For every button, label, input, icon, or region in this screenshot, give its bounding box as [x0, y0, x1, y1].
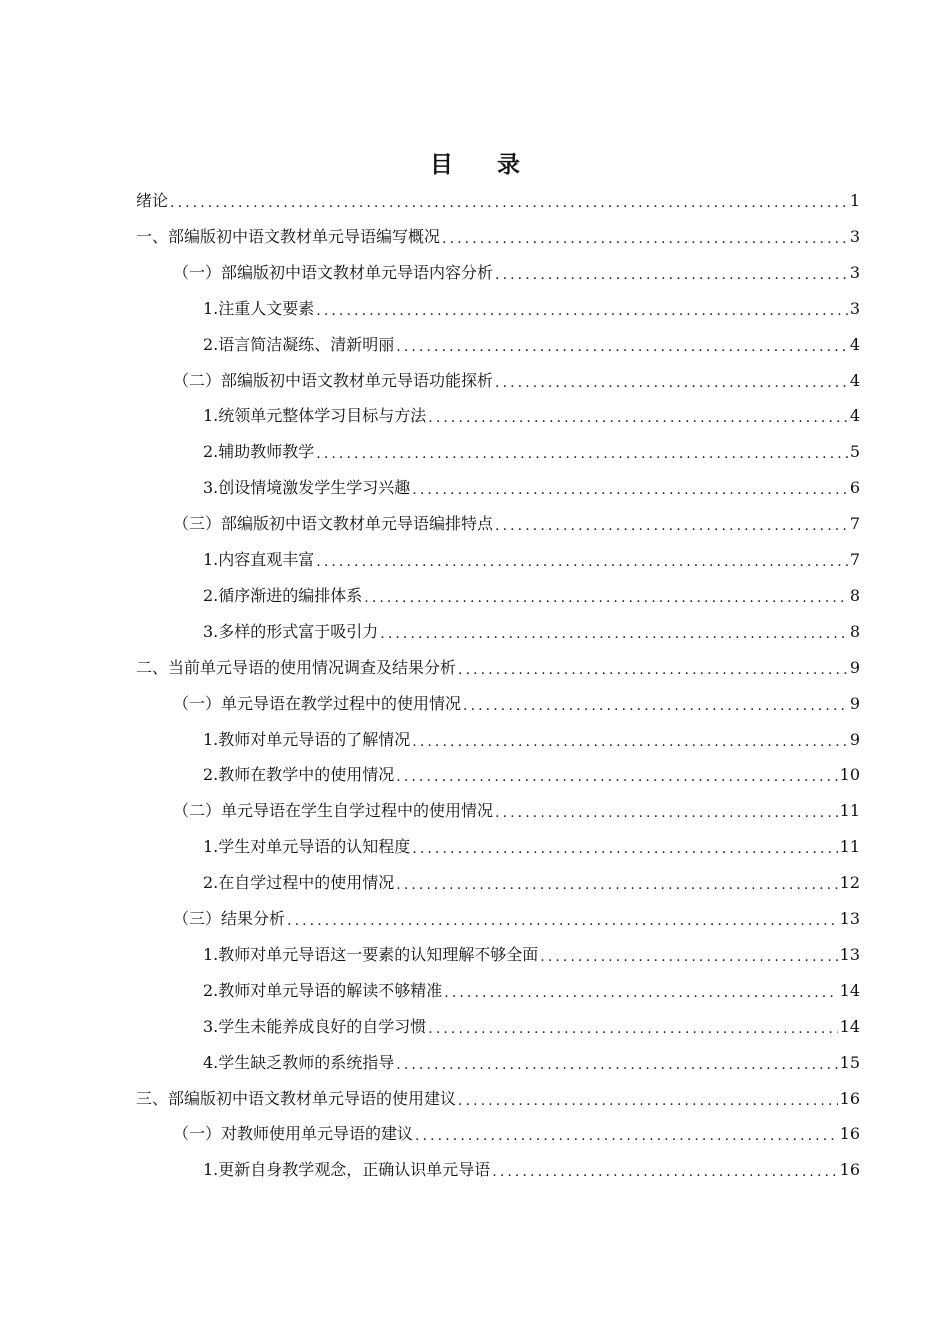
toc-entry — [203, 614, 860, 650]
toc-entry — [173, 1116, 860, 1152]
toc-entry — [203, 722, 860, 758]
toc-dot-leader — [316, 444, 848, 464]
toc-dot-leader — [415, 1126, 838, 1146]
toc-dot-leader — [396, 767, 837, 787]
toc-entry — [203, 865, 860, 901]
toc-entry — [203, 434, 860, 470]
toc-dot-leader — [428, 1019, 837, 1039]
toc-entry-text: 2.循序渐进的编排体系 — [203, 585, 363, 605]
toc-page-number: 9 — [849, 657, 860, 677]
toc-entry-text: 2.教师在教学中的使用情况 — [203, 765, 395, 785]
toc-entry-text: 1.教师对单元导语的了解情况 — [203, 729, 411, 749]
toc-entry-text: （二）部编版初中语文教材单元导语功能探析 — [173, 370, 494, 390]
toc-entry — [136, 650, 860, 686]
toc-entry-text: （三）部编版初中语文教材单元导语编排特点 — [173, 514, 494, 534]
toc-entry — [173, 255, 860, 291]
toc-page-number: 4 — [849, 334, 860, 354]
toc-dot-leader — [412, 732, 848, 752]
toc-page-number: 4 — [849, 370, 860, 390]
toc-dot-leader — [444, 983, 837, 1003]
toc-entry — [203, 542, 860, 578]
toc-page-number: 10 — [839, 765, 860, 785]
toc-entry-text: 2.语言简洁凝练、清新明丽 — [203, 334, 395, 354]
toc-dot-leader — [412, 839, 837, 859]
toc-entry-text: 1.内容直观丰富 — [203, 550, 315, 569]
toc-entry-text: 1.更新自身教学观念，正确认识单元导语 — [203, 1160, 491, 1180]
toc-entry — [136, 219, 860, 255]
toc-entry-text: 3.多样的形式富于吸引力 — [203, 621, 379, 641]
toc-page-number: 12 — [839, 873, 860, 893]
toc-dot-leader — [495, 516, 848, 536]
toc-dot-leader — [458, 1091, 838, 1111]
toc-entry-text: （一）对教师使用单元导语的建议 — [173, 1124, 414, 1144]
toc-entry-text: 3.学生未能养成良好的自学习惯 — [203, 1016, 427, 1036]
toc-entry-text: 2.教师对单元导语的解读不够精准 — [203, 980, 443, 1000]
toc-entry-text: 1.统领单元整体学习目标与方法 — [203, 406, 427, 426]
toc-entry — [203, 1009, 860, 1045]
toc-entry-text: （一）部编版初中语文教材单元导语内容分析 — [173, 262, 494, 282]
toc-page-number: 15 — [839, 1052, 860, 1072]
toc-dot-leader — [442, 229, 848, 249]
toc-entry — [203, 327, 860, 363]
toc-dot-leader — [463, 696, 848, 716]
toc-page-number: 3 — [849, 298, 860, 318]
toc-page-number: 16 — [839, 1160, 860, 1180]
toc-page-number: 11 — [839, 837, 860, 857]
toc-entry — [203, 1152, 860, 1188]
toc-page-number: 13 — [839, 944, 860, 964]
toc-page-number: 14 — [839, 980, 860, 1000]
toc-page-number: 14 — [839, 1016, 860, 1036]
toc-page-number: 6 — [849, 478, 860, 498]
toc-page-number: 7 — [849, 550, 860, 569]
toc-dot-leader — [380, 624, 848, 644]
toc-page-number: 8 — [849, 621, 860, 641]
toc-entry-text: 3.创设情境激发学生学习兴趣 — [203, 478, 411, 498]
toc-dot-leader — [396, 337, 848, 357]
toc-page-number: 3 — [849, 262, 860, 282]
toc-entry — [203, 829, 860, 865]
toc-entry-text: 二、当前单元导语的使用情况调查及结果分析 — [136, 657, 457, 677]
toc-entry — [203, 578, 860, 614]
toc-entry — [173, 901, 860, 937]
toc-entry-text: 三、部编版初中语文教材单元导语的使用建议 — [136, 1088, 457, 1108]
toc-page-number: 4 — [849, 406, 860, 426]
toc-entry — [203, 398, 860, 434]
toc-entry-text: 4.学生缺乏教师的系统指导 — [203, 1052, 395, 1072]
toc-entry — [203, 757, 860, 793]
toc-dot-leader — [170, 193, 848, 213]
toc-entry-text: 1.教师对单元导语这一要素的认知理解不够全面 — [203, 944, 539, 964]
toc-entry — [136, 183, 860, 219]
toc-entry — [173, 793, 860, 829]
toc-dot-leader — [316, 301, 848, 321]
toc-entry-text: 一、部编版初中语文教材单元导语编写概况 — [136, 226, 441, 246]
toc-entry — [173, 363, 860, 399]
toc-dot-leader — [287, 911, 838, 931]
toc-entry-text: 2.辅助教师教学 — [203, 442, 315, 462]
toc-entry-text: （二）单元导语在学生自学过程中的使用情况 — [173, 801, 494, 821]
toc-entry-text: 2.在自学过程中的使用情况 — [203, 873, 395, 893]
toc-dot-leader — [495, 803, 838, 823]
toc-entry-text: 1.学生对单元导语的认知程度 — [203, 837, 411, 857]
toc-page-number: 9 — [849, 729, 860, 749]
toc-dot-leader — [396, 875, 837, 895]
toc-dot-leader — [428, 408, 848, 428]
toc-page-number: 8 — [849, 585, 860, 605]
toc-page-number: 11 — [839, 801, 860, 821]
toc-entry — [203, 470, 860, 506]
toc-dot-leader — [492, 1162, 837, 1182]
toc-dot-leader — [316, 552, 848, 572]
toc-entry-text: 1.注重人文要素 — [203, 298, 315, 318]
toc-dot-leader — [412, 480, 848, 500]
toc-dot-leader — [364, 588, 848, 608]
toc-entry — [203, 1045, 860, 1081]
toc-title: 目 录 — [429, 151, 538, 178]
toc-dot-leader — [458, 660, 848, 680]
toc-page-number: 1 — [849, 191, 860, 210]
toc-page-number: 3 — [849, 226, 860, 246]
toc-entry-text: （一）单元导语在教学过程中的使用情况 — [173, 693, 462, 713]
toc-page-number: 13 — [839, 909, 860, 928]
toc-page-number: 16 — [839, 1124, 860, 1144]
toc-dot-leader — [495, 373, 848, 393]
toc-entry — [173, 506, 860, 542]
toc-page-number: 16 — [839, 1088, 860, 1108]
toc-page-number: 5 — [849, 442, 860, 462]
toc-page-number: 9 — [849, 693, 860, 713]
toc-dot-leader — [540, 947, 837, 967]
toc-page-number: 7 — [849, 514, 860, 534]
toc-entry-text: 绪论 — [136, 191, 169, 210]
toc-entry — [203, 973, 860, 1009]
toc-dot-leader — [495, 265, 848, 285]
toc-entry — [173, 686, 860, 722]
toc-dot-leader — [396, 1055, 837, 1075]
toc-entry-text: （三）结果分析 — [173, 909, 286, 928]
toc-entry — [203, 291, 860, 327]
toc-entry — [136, 1081, 860, 1117]
toc-entry — [203, 937, 860, 973]
